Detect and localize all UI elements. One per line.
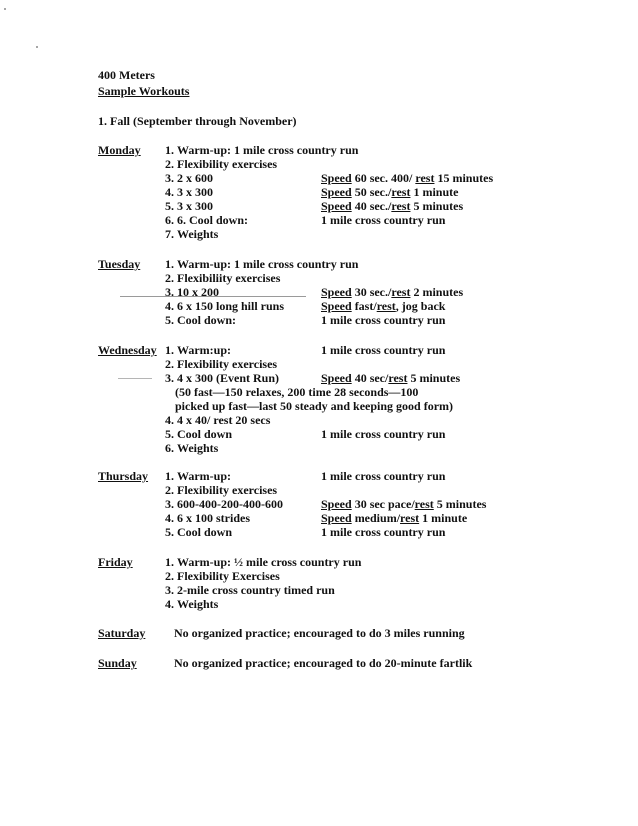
day-label-monday: Monday xyxy=(98,143,141,157)
workout-item: 4 x 300 (Event Run) xyxy=(177,371,280,385)
workout-item-detail: (50 fast—150 relaxes, 200 time 28 seconds—100 xyxy=(175,385,419,399)
item-number: 5. xyxy=(165,313,174,327)
speed-label: Speed xyxy=(321,511,352,525)
day-label-saturday: Saturday xyxy=(98,626,146,640)
rest-time: 5 minutes xyxy=(433,497,487,511)
rest-time: 1 minute xyxy=(410,185,459,199)
item-number: 3. xyxy=(165,497,174,511)
scan-speck xyxy=(4,8,6,10)
item-number: 4. xyxy=(165,597,174,611)
item-number: 3. xyxy=(165,285,174,299)
rest-label: rest xyxy=(415,171,435,185)
rest-time: 2 minutes xyxy=(410,285,464,299)
workout-item: Weights xyxy=(177,441,219,455)
right-note: 1 mile cross country run xyxy=(321,343,446,357)
rest-time: 15 minutes xyxy=(434,171,494,185)
rest-time: 5 minutes xyxy=(410,199,464,213)
item-number: 1. xyxy=(165,469,174,483)
rest-label: rest xyxy=(388,371,408,385)
pace-text: medium/ xyxy=(351,511,401,525)
workout-item: Flexibility exercises xyxy=(177,157,278,171)
item-number: 2. xyxy=(165,157,174,171)
workout-item: 2-mile cross country timed run xyxy=(177,583,335,597)
speed-rest-note xyxy=(321,171,493,185)
item-number: 4. xyxy=(165,511,174,525)
pace-text: 30 sec./ xyxy=(351,285,392,299)
workout-item: Warm-up: 1 mile cross country run xyxy=(177,257,359,271)
pace-text: 30 sec pace/ xyxy=(351,497,415,511)
rest-label: rest xyxy=(391,185,411,199)
rest-time: , jog back xyxy=(395,299,446,313)
rest-label: rest xyxy=(391,285,411,299)
sunday-note: No organized practice; encouraged to do 20-minute fartlik xyxy=(174,656,473,670)
day-label-tuesday: Tuesday xyxy=(98,257,141,271)
workout-item: Warm-up: ½ mile cross country run xyxy=(177,555,362,569)
item-number: 1. xyxy=(165,343,174,357)
pace-text: 40 sec/ xyxy=(351,371,389,385)
item-number: 1. xyxy=(165,555,174,569)
pace-text: 40 sec./ xyxy=(351,199,392,213)
workout-item: Warm:up: xyxy=(177,343,231,357)
scan-line-mark xyxy=(118,378,152,379)
workout-item: Warm-up: xyxy=(177,469,231,483)
speed-rest-note xyxy=(321,299,445,313)
right-note: 1 mile cross country run xyxy=(321,427,446,441)
rest-label: rest xyxy=(400,511,420,525)
workout-item: Weights xyxy=(177,597,219,611)
item-number: 1. xyxy=(165,143,174,157)
workout-item: 2 x 600 xyxy=(177,171,213,185)
speed-label: Speed xyxy=(321,299,352,313)
doc-subtitle: Sample Workouts xyxy=(98,84,190,98)
workout-item: Cool down: xyxy=(177,313,237,327)
rest-label: rest xyxy=(376,299,396,313)
right-note: 1 mile cross country run xyxy=(321,313,446,327)
rest-time: 1 minute xyxy=(419,511,468,525)
rest-time: 5 minutes xyxy=(407,371,461,385)
item-number: 6. xyxy=(165,441,174,455)
speed-rest-note xyxy=(321,285,463,299)
item-number: 7. xyxy=(165,227,174,241)
workout-item: 3 x 300 xyxy=(177,199,213,213)
pace-text: fast/ xyxy=(351,299,377,313)
workout-item: Flexibility Exercises xyxy=(177,569,280,583)
item-number: 1. xyxy=(165,257,174,271)
workout-item: Flexibility exercises xyxy=(177,483,278,497)
item-number: 3. xyxy=(165,171,174,185)
item-number: 3. xyxy=(165,371,174,385)
item-number: 5. xyxy=(165,199,174,213)
right-note: 1 mile cross country run xyxy=(321,213,446,227)
speed-label: Speed xyxy=(321,185,352,199)
right-note: 1 mile cross country run xyxy=(321,525,446,539)
speed-label: Speed xyxy=(321,171,352,185)
workout-item: 6 x 150 long hill runs xyxy=(177,299,285,313)
right-note: 1 mile cross country run xyxy=(321,469,446,483)
speed-label: Speed xyxy=(321,497,352,511)
speed-rest-note xyxy=(321,185,458,199)
pace-text: 60 sec. 400/ xyxy=(351,171,416,185)
workout-item: Cool down xyxy=(177,525,233,539)
workout-item: 6 x 100 strides xyxy=(177,511,250,525)
workout-item: 4 x 40/ rest 20 secs xyxy=(177,413,271,427)
day-label-thursday: Thursday xyxy=(98,469,149,483)
workout-item: 10 x 200 xyxy=(177,285,219,299)
workout-item: Warm-up: 1 mile cross country run xyxy=(177,143,359,157)
item-number: 3. xyxy=(165,583,174,597)
item-number: 2. xyxy=(165,569,174,583)
workout-item: Flexibility exercises xyxy=(177,357,278,371)
workout-item: Flexibiliity exercises xyxy=(177,271,281,285)
item-number: 2. xyxy=(165,271,174,285)
doc-title: 400 Meters xyxy=(98,68,155,82)
rest-label: rest xyxy=(414,497,434,511)
day-label-sunday: Sunday xyxy=(98,656,137,670)
workout-item: Weights xyxy=(177,227,219,241)
item-number: 4. xyxy=(165,185,174,199)
day-label-wednesday: Wednesday xyxy=(98,343,157,357)
pace-text: 50 sec./ xyxy=(351,185,392,199)
workout-item: 6. Cool down: xyxy=(177,213,249,227)
item-number: 2. xyxy=(165,483,174,497)
speed-rest-note xyxy=(321,511,467,525)
speed-rest-note xyxy=(321,371,460,385)
speed-label: Speed xyxy=(321,199,352,213)
workout-item: 3 x 300 xyxy=(177,185,213,199)
speed-label: Speed xyxy=(321,371,352,385)
workout-item: 600-400-200-400-600 xyxy=(177,497,283,511)
speed-label: Speed xyxy=(321,285,352,299)
item-number: 4. xyxy=(165,299,174,313)
item-number: 5. xyxy=(165,427,174,441)
item-number: 6. xyxy=(165,213,174,227)
scan-speck xyxy=(36,46,38,48)
workout-item: Cool down xyxy=(177,427,233,441)
day-label-friday: Friday xyxy=(98,555,133,569)
speed-rest-note xyxy=(321,199,463,213)
item-number: 4. xyxy=(165,413,174,427)
workout-item-detail: picked up fast—last 50 steady and keeping good form) xyxy=(175,399,454,413)
saturday-note: No organized practice; encouraged to do 3 miles running xyxy=(174,626,465,640)
section-heading: 1. Fall (September through November) xyxy=(98,114,297,128)
item-number: 2. xyxy=(165,357,174,371)
item-number: 5. xyxy=(165,525,174,539)
speed-rest-note xyxy=(321,497,486,511)
rest-label: rest xyxy=(391,199,411,213)
